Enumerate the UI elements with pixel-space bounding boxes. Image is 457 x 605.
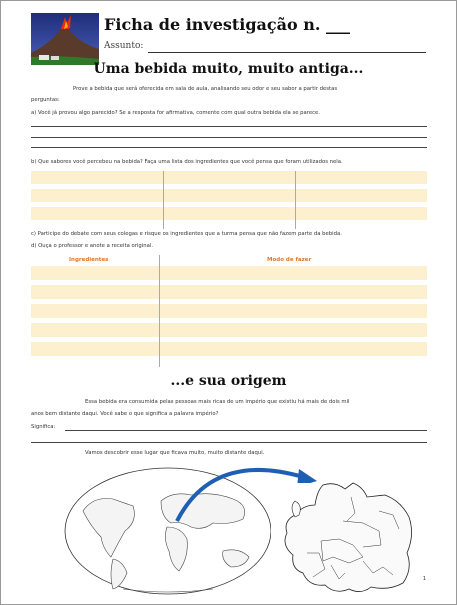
table-row[interactable] <box>31 189 427 203</box>
table-divider <box>159 255 160 367</box>
table-row[interactable] <box>31 171 427 185</box>
origin-line-1: Essa bebida era consumida pelas pessoas mais ricas de um império que existiu há mais de dois mil <box>85 399 350 405</box>
question-b: b) Que sabores você percebeu na bebida? Faça uma lista dos ingredientes que você pensa que foram utilizados nela. <box>31 159 343 165</box>
table-row <box>31 356 427 362</box>
answer-line[interactable] <box>31 137 427 138</box>
page-number: 1 <box>422 576 426 582</box>
ingredients-guess-table <box>31 171 427 229</box>
maps-figure <box>63 461 433 601</box>
question-d: d) Ouça o professor e anote a receita original. <box>31 243 154 249</box>
col-method: Modo de fazer <box>267 257 312 263</box>
answer-line[interactable] <box>31 147 427 148</box>
assunto-field[interactable] <box>104 41 426 55</box>
discover-text: Vamos descobrir esse lugar que ficava muito, muito distante daqui. <box>85 450 265 456</box>
intro-line-1: Prove a bebida que será oferecida em sala de aula, analisando seu odor e seu sabor a partir destas <box>73 86 338 92</box>
world-map-icon <box>65 468 271 594</box>
answer-line[interactable] <box>31 442 427 443</box>
meaning-label: Significa: <box>31 424 56 430</box>
assunto-line <box>148 52 426 53</box>
answer-line[interactable] <box>31 126 427 127</box>
table-divider <box>163 171 164 229</box>
intro-line-2: perguntas: <box>31 97 60 103</box>
table-row[interactable] <box>31 285 427 300</box>
europe-map-icon <box>271 483 421 597</box>
section-title: ...e sua origem <box>170 373 287 389</box>
question-c: c) Participe do debate com seus colegas e risque os ingredientes que a turma pensa que não fazem parte da bebida. <box>31 231 342 237</box>
meaning-line[interactable] <box>65 430 427 431</box>
assunto-label: Assunto: <box>104 41 144 51</box>
table-row[interactable] <box>31 323 427 338</box>
volcano-icon <box>31 13 99 65</box>
col-ingredients: Ingredientes <box>69 257 109 263</box>
worksheet-title: Ficha de investigação n. ___ <box>104 15 351 34</box>
table-divider <box>295 171 296 229</box>
question-a: a) Você já provou algo parecido? Se a resposta for afirmativa, comente com qual outra bebida ela se parece. <box>31 110 320 116</box>
headline: Uma bebida muito, muito antiga... <box>93 61 364 77</box>
table-row[interactable] <box>31 304 427 319</box>
table-row <box>31 220 427 226</box>
table-row[interactable] <box>31 266 427 281</box>
recipe-table <box>31 255 427 367</box>
table-row[interactable] <box>31 342 427 357</box>
table-row[interactable] <box>31 207 427 221</box>
origin-line-2: anos bem distante daqui. Você sabe o que significa a palavra império? <box>31 411 219 417</box>
